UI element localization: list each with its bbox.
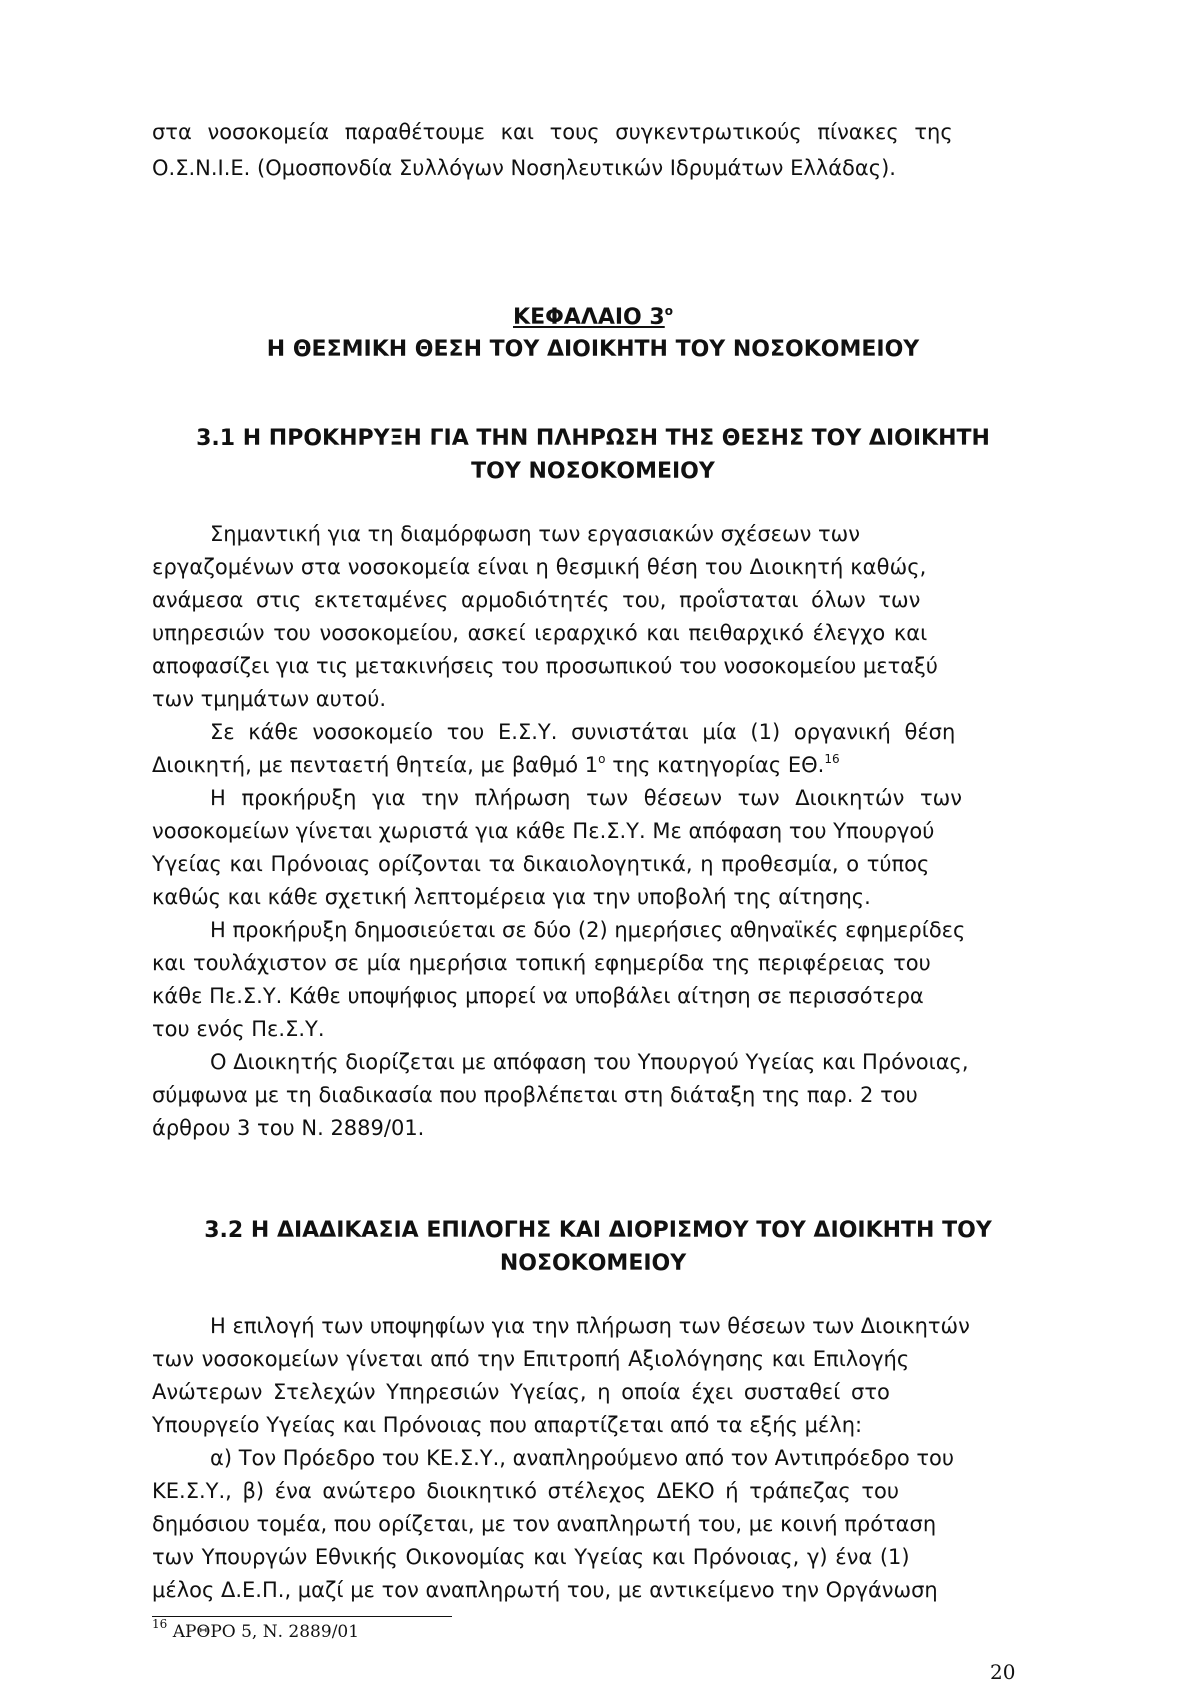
s31-line-15: κάθε Πε.Σ.Υ. Κάθε υποψήφιος μπορεί να υποβάλει αίτηση σε περισσότερα (152, 984, 924, 1008)
s32-line-9: μέλος Δ.Ε.Π., μαζί με τον αναπληρωτή του, με αντικείμενο την Οργάνωση (152, 1578, 938, 1602)
s32-line-4: Υπουργείο Υγείας και Πρόνοιας που απαρτίζεται από τα εξής μέλη: (152, 1413, 863, 1437)
s32-line-2: των νοσοκομείων γίνεται από την Επιτροπή Αξιολόγησης και Επιλογής (152, 1347, 910, 1371)
s31-line-19: άρθρου 3 του Ν. 2889/01. (152, 1116, 425, 1140)
s31-line-5: αποφασίζει για τις μετακινήσεις του προσωπικού του νοσοκομείου μεταξύ (152, 654, 938, 678)
s31-line-17: Ο Διοικητής διορίζεται με απόφαση του Υπουργού Υγείας και Πρόνοιας, (210, 1050, 969, 1074)
s31-line-14: και τουλάχιστον σε μία ημερήσια τοπική εφημερίδα της περιφέρειας του (152, 951, 931, 975)
s32-line-8: των Υπουργών Εθνικής Οικονομίας και Υγείας και Πρόνοιας, γ) ένα (1) (152, 1545, 910, 1569)
s31-line-2: εργαζομένων στα νοσοκομεία είναι η θεσμική θέση του Διοικητή καθώς, (152, 555, 927, 579)
s32-line-7: δημόσιου τομέα, που ορίζεται, με τον αναπληρωτή του, με κοινή πρόταση (152, 1512, 937, 1536)
intro-line-1: στα νοσοκομεία παραθέτουμε και τους συγκεντρωτικούς πίνακες της (152, 120, 953, 144)
s31-line-6: των τμημάτων αυτού. (152, 687, 387, 711)
intro-line-2: Ο.Σ.Ν.Ι.Ε. (Ομοσπονδία Συλλόγων Νοσηλευτικών Ιδρυμάτων Ελλάδας). (152, 156, 896, 180)
section-3-1-title-line-2: ΤΟΥ ΝΟΣΟΚΟΜΕΙΟΥ (471, 459, 715, 484)
section-3-2-title-line-1: 3.2 Η ΔΙΑΔΙΚΑΣΙΑ ΕΠΙΛΟΓΗΣ ΚΑΙ ΔΙΟΡΙΣΜΟΥ ΤΟΥ ΔΙΟΙΚΗΤΗ ΤΟΥ (204, 1218, 992, 1243)
section-3-2-title-line-2: ΝΟΣΟΚΟΜΕΙΟΥ (499, 1251, 687, 1276)
footnote-rule (152, 1616, 452, 1617)
s31-line-8: Διοικητή, με πενταετή θητεία, με βαθμό $1^o$ της κατηγορίας ΕΘ.$^{16}$ (152, 752, 840, 777)
s31-line-3: ανάμεσα στις εκτεταμένες αρμοδιότητές του, προΐσταται όλων των (152, 588, 921, 612)
s31-line-9: Η προκήρυξη για την πλήρωση των θέσεων των Διοικητών των (210, 786, 962, 810)
section-3-1-title-line-1: 3.1 Η ΠΡΟΚΗΡΥΞΗ ΓΙΑ ΤΗΝ ΠΛΗΡΩΣΗ ΤΗΣ ΘΕΣΗΣ ΤΟΥ ΔΙΟΙΚΗΤΗ (196, 426, 990, 451)
s32-line-5: α) Τον Πρόεδρο του ΚΕ.Σ.Υ., αναπληρούμενο από τον Αντιπρόεδρο του (210, 1446, 955, 1470)
s31-line-4: υπηρεσιών του νοσοκομείου, ασκεί ιεραρχικό και πειθαρχικό έλεγχο και (152, 621, 928, 645)
s32-line-1: Η επιλογή των υποψηφίων για την πλήρωση των θέσεων των Διοικητών (210, 1314, 970, 1338)
s31-line-16: του ενός Πε.Σ.Υ. (152, 1017, 325, 1041)
footnote-ref: 16 (824, 752, 840, 766)
s32-line-3: Ανώτερων Στελεχών Υπηρεσιών Υγείας, η οποία έχει συσταθεί στο (152, 1380, 890, 1404)
footnote: $^{16}$ ΑΡΘΡΟ 5, Ν. 2889/01 (152, 1617, 360, 1642)
s31-line-7: Σε κάθε νοσοκομείο του Ε.Σ.Υ. συνιστάται μία (1) οργανική θέση (210, 720, 956, 744)
s31-line-12: καθώς και κάθε σχετική λεπτομέρεια για την υποβολή της αίτησης. (152, 885, 871, 909)
chapter-number: ΚΕΦΑΛΑΙΟ $3^o$ (513, 304, 673, 330)
s31-line-13: Η προκήρυξη δημοσιεύεται σε δύο (2) ημερήσιες αθηναϊκές εφημερίδες (210, 918, 966, 942)
s31-line-10: νοσοκομείων γίνεται χωριστά για κάθε Πε.Σ.Υ. Με απόφαση του Υπουργού (152, 819, 935, 843)
s32-line-6: ΚΕ.Σ.Υ., β) ένα ανώτερο διοικητικό στέλεχος ΔΕΚΟ ή τράπεζας του (152, 1479, 900, 1503)
page-number: 20 (990, 1660, 1016, 1684)
s31-line-1: Σημαντική για τη διαμόρφωση των εργασιακών σχέσεων των (210, 522, 860, 546)
s31-line-18: σύμφωνα με τη διαδικασία που προβλέπεται στη διάταξη της παρ. 2 του (152, 1083, 918, 1107)
chapter-title: Η ΘΕΣΜΙΚΗ ΘΕΣΗ ΤΟΥ ΔΙΟΙΚΗΤΗ ΤΟΥ ΝΟΣΟΚΟΜΕΙΟΥ (266, 337, 920, 362)
s31-line-11: Υγείας και Πρόνοιας ορίζονται τα δικαιολογητικά, η προθεσμία, ο τύπος (152, 852, 930, 876)
